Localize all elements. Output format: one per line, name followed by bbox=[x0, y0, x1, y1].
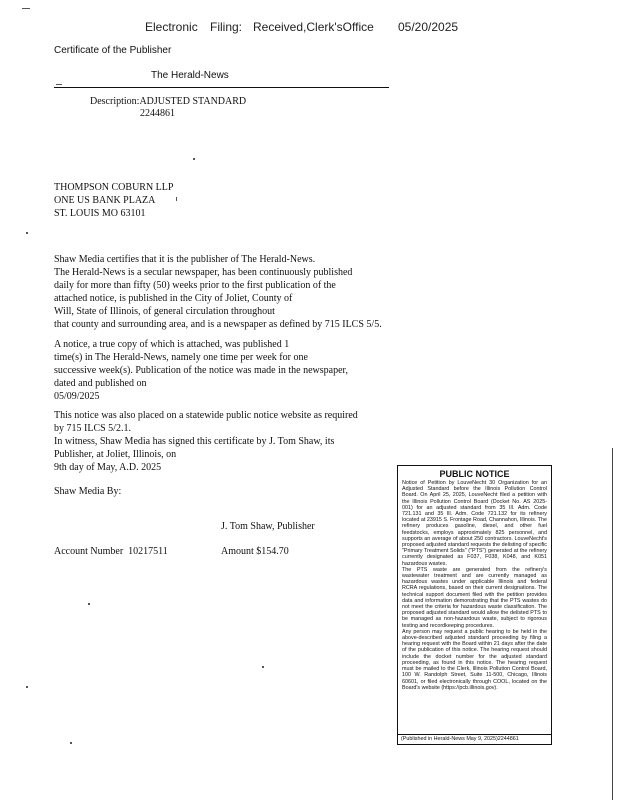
filing-stamp-received: Received,Clerk'sOffice bbox=[253, 20, 374, 34]
scan-speck bbox=[26, 686, 28, 688]
title-rule bbox=[54, 87, 389, 88]
scan-speck bbox=[193, 158, 195, 160]
addressee-line: ONE US BANK PLAZA bbox=[54, 195, 156, 206]
public-notice-title: PUBLIC NOTICE bbox=[439, 469, 510, 479]
signer-name: J. Tom Shaw, Publisher bbox=[221, 521, 315, 532]
certify-paragraph bbox=[54, 253, 382, 331]
account-number bbox=[54, 545, 168, 558]
paragraph-line: that county and surrounding area, and is a newspaper as defined by 715 ILCS 5/5. bbox=[54, 319, 382, 330]
paragraph-line: Shaw Media certifies that it is the publisher of The Herald-News. bbox=[54, 254, 316, 265]
scan-speck bbox=[88, 603, 90, 605]
notice-paragraph: The PTS waste are generated from the refinery's wastewater treatment and are currently managed as hazardous wastes under applicable Illinois and federal RCRA regulations, based on their current designations. The technical support document filed with the petition provides data and information demonstrating that the PTS wastes do not meet the criteria for hazardous waste classification. The proposed adjusted standard would allow the delisted PTS to be managed as non-hazardous waste, subject to rigorous testing and recordkeeping procedures. bbox=[402, 566, 547, 629]
paragraph-line: time(s) in The Herald-News, namely one time per week for one bbox=[54, 352, 308, 363]
paragraph-line: A notice, a true copy of which is attached, was published 1 bbox=[54, 339, 290, 350]
scan-edge-line bbox=[612, 448, 613, 800]
filing-stamp-filing: Filing: bbox=[210, 20, 243, 34]
notice-paragraph: Any person may request a public hearing to be held in the above-described adjusted standard proceeding by filing a hearing request with the Board within 21 days after the date of the publication of this notice. The hearing request should include the docket number for the adjusted standard proceeding, as found in this notice. The hearing request must be mailed to the Clerk, Illinois Pollution Control Board, 100 W. Randolph Street, Suite 11-500, Chicago, Illinois 60601, or filed electronically through COOL, located on the Board's website (https://pcb.illinois.gov). bbox=[402, 628, 547, 691]
paragraph-line: successive week(s). Publication of the notice was made in the newspaper, bbox=[54, 365, 348, 376]
scan-speck bbox=[176, 197, 177, 201]
paragraph-line: The Herald-News is a secular newspaper, has been continuously published bbox=[54, 267, 353, 278]
paragraph-line: This notice was also placed on a statewide public notice website as required bbox=[54, 410, 358, 421]
amount bbox=[221, 545, 289, 558]
notice-paragraph: Notice of Petition by LouveNecht 30 Organization for an Adjusted Standard before the Illinois Pollution Control Board. On April 25, 2025, LouveNecht filed a petition with the Illinois Pollution Control Board (Docket No. AS 2025-001) for an adjusted standard from 35 Ill. Adm. Code 721.131 and 35 Ill. Adm. Code 721.132 for its refinery located at 23915 S. Frontage Road, Channahon, Illinois. The refinery produces gasoline, diesel, and other fuel feedstocks, employs approximately 825 personnel, and supports an average of about 250 contractors. LouveNecht's proposed adjusted standard requests the delisting of specific "Primary Treatment Solids" ("PTS") generated at the refinery currently designated as F037, F038, K048, and K051 hazardous wastes. bbox=[402, 480, 547, 567]
addressee-block bbox=[54, 181, 173, 220]
paragraph-line: In witness, Shaw Media has signed this certificate by J. Tom Shaw, its bbox=[54, 436, 335, 447]
filing-stamp-date: 05/20/2025 bbox=[398, 20, 459, 34]
public-notice-clipping bbox=[397, 465, 552, 745]
amount-value: $154.70 bbox=[256, 546, 289, 557]
certificate-title: Certificate of the Publisher bbox=[54, 45, 172, 56]
description-value: ADJUSTED STANDARD bbox=[139, 96, 247, 107]
paragraph-line: 9th day of May, A.D. 2025 bbox=[54, 462, 162, 473]
account-number-value: 10217511 bbox=[128, 546, 168, 557]
scan-speck bbox=[262, 666, 264, 668]
ad-number: 2244861 bbox=[140, 108, 175, 119]
scan-speck bbox=[26, 232, 28, 234]
public-notice-body bbox=[402, 480, 547, 691]
paragraph-line: attached notice, is published in the City of Joliet, County of bbox=[54, 293, 293, 304]
paragraph-line: by 715 ILCS 5/2.1. bbox=[54, 423, 131, 434]
filing-stamp-electronic: Electronic bbox=[145, 20, 198, 34]
description bbox=[90, 96, 246, 107]
copy-paragraph bbox=[54, 338, 348, 403]
public-notice-footer: (Published in Herald-News May 9, 2025)2244861 bbox=[398, 734, 551, 744]
witness-paragraph bbox=[54, 409, 358, 474]
publication-date: 05/09/2025 bbox=[54, 391, 100, 402]
paragraph-line: daily for more than fifty (50) weeks prior to the first publication of the bbox=[54, 280, 336, 291]
scan-speck bbox=[22, 8, 30, 9]
newspaper-name: The Herald-News bbox=[151, 70, 229, 81]
description-label: Description: bbox=[90, 96, 140, 107]
paragraph-line: dated and published on bbox=[54, 378, 147, 389]
shaw-media-by: Shaw Media By: bbox=[54, 486, 122, 497]
scan-speck bbox=[56, 84, 62, 85]
addressee-line: THOMPSON COBURN LLP bbox=[54, 182, 174, 193]
amount-label: Amount bbox=[221, 546, 254, 557]
addressee-line: ST. LOUIS MO 63101 bbox=[54, 208, 146, 219]
paragraph-line: Publisher, at Joliet, Illinois, on bbox=[54, 449, 177, 460]
account-number-label: Account Number bbox=[54, 546, 124, 557]
scan-speck bbox=[70, 742, 72, 744]
paragraph-line: Will, State of Illinois, of general circulation throughout bbox=[54, 306, 275, 317]
